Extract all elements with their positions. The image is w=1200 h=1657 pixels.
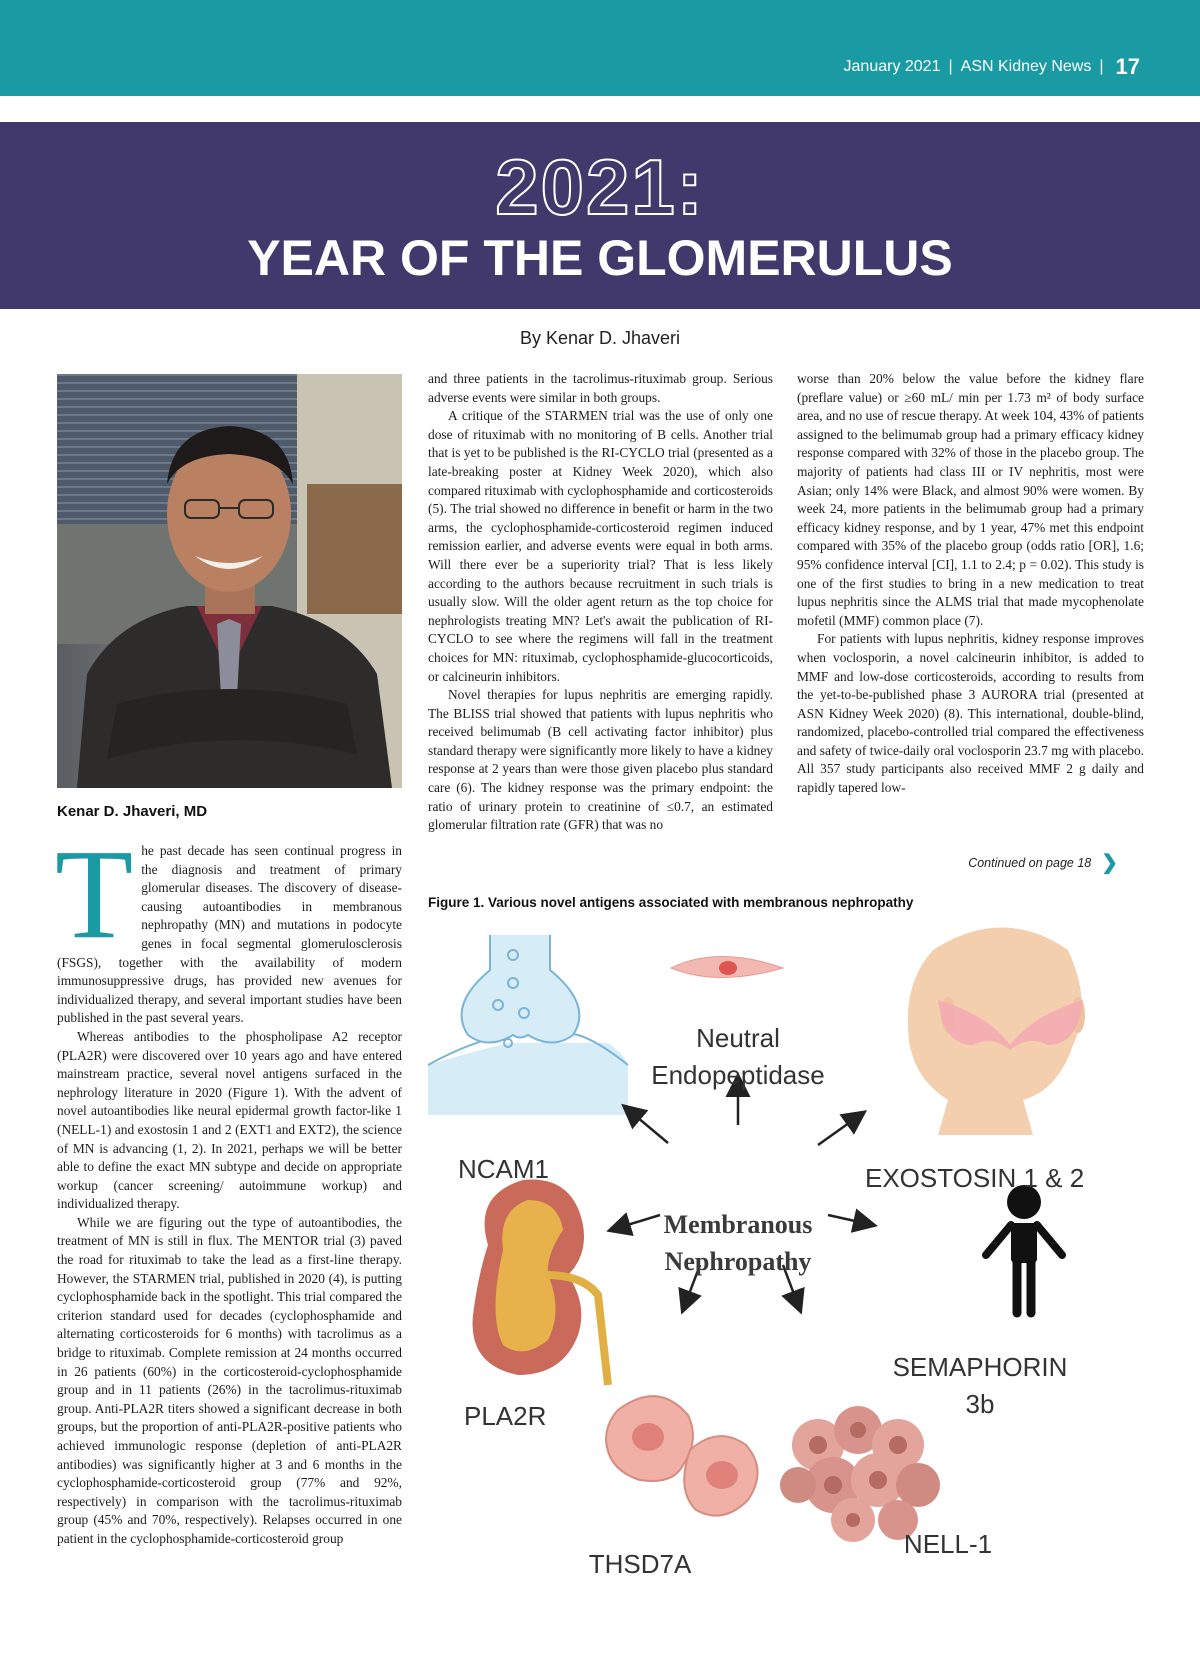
label-endopeptidase: Endopeptidase xyxy=(651,1060,825,1090)
center-label-nephropathy: Nephropathy xyxy=(664,1247,812,1276)
dividing-cell-icon xyxy=(606,1396,758,1515)
header-band xyxy=(0,0,1200,96)
label-nell1: NELL-1 xyxy=(903,1529,993,1559)
article-column-1 xyxy=(55,823,402,1549)
page-number: 17 xyxy=(1115,54,1140,79)
label-neutral: Neutral xyxy=(696,1023,780,1053)
article-paragraph xyxy=(55,823,402,1028)
synapse-icon xyxy=(428,935,628,1115)
continued-link[interactable] xyxy=(968,850,1118,875)
kidney-icon xyxy=(473,1180,608,1385)
page-title: YEAR OF THE GLOMERULUS xyxy=(247,230,953,286)
issue-date: January 2021 xyxy=(843,58,941,75)
author-portrait-illustration xyxy=(57,374,402,788)
article-paragraph: A critique of the STARMEN trial was the use of only one dose of rituximab with no monitoring of B cells. Another trial that is yet to be published is the RI-CYCLO trial (presented as a late-breaking poster at Kidney Week 2020), which also compared rituximab with cyclophosphamide and corticosteroids (5). The trial showed no difference in benefit or harm in the two arms, the cyclophosphamide-corticosteroid regimen induced remission earlier, and adverse events were equal in both arms. Will there ever be a superiority trial? That is less likely according to the authors because recruitment in such trials is usually slow. Will the older agent return as the top choice for nephrologists treating MN? Let's await the publication of RI-CYCLO to see where the regimens will fall in the treatment choices for MN: rituximab, cyclophosphamide-glucocorticoids, or calcineurin inhibitors. xyxy=(428,408,773,684)
article-column-2 xyxy=(428,370,773,835)
tumor-cluster-icon xyxy=(780,1406,940,1542)
label-exostosin: EXOSTOSIN 1 & 2 xyxy=(865,1163,1085,1193)
paragraph-text: he past decade has seen continual progress in the diagnosis and treatment of primary glomerular diseases. The discovery of disease-causing autoantibodies in membranous nephropathy (MN) and mutations in podocyte genes in focal segmental glomerulosclerosis (FSGS), together with the availability of modern immunosuppressive drugs, has provided new avenues for individualized therapy, and several important studies have been published in the past several years. xyxy=(57,843,402,1026)
photo-caption: Kenar D. Jhaveri, MD xyxy=(57,803,208,820)
continued-text: Continued on page 18 xyxy=(968,855,1092,870)
header-separator: | xyxy=(948,58,953,75)
title-year: 2021: xyxy=(495,143,705,231)
cell-icon xyxy=(671,957,783,978)
figure-caption: Figure 1. Various novel antigens associated with membranous nephropathy xyxy=(428,895,914,910)
article-paragraph: and three patients in the tacrolimus-rituximab group. Serious adverse events were similar in both groups. xyxy=(428,371,773,405)
figure-1-diagram xyxy=(428,925,1144,1580)
title-band xyxy=(0,122,1200,309)
article-paragraph: Novel therapies for lupus nephritis are emerging rapidly. The BLISS trial showed that patients with lupus nephritis who received belimumab (B cell activating factor inhibitor) plus standard therapy were significantly more likely to have a kidney response at 2 years than were those given placebo plus standard care (6). The kidney response was the primary endpoint: the ratio of urinary protein to creatinine of ≤0.7, an estimated glomerular filtration rate (GFR) that was no xyxy=(428,687,773,833)
byline: By Kenar D. Jhaveri xyxy=(519,328,681,348)
running-header xyxy=(844,54,1140,80)
patient-head-icon xyxy=(908,928,1085,1136)
label-semaphorin: SEMAPHORIN xyxy=(892,1352,1068,1382)
chevron-right-icon: ❯ xyxy=(1101,852,1118,874)
article-paragraph: Whereas antibodies to the phospholipase A2 receptor (PLA2R) were discovered over 10 years ago and have entered mainstream practice, several novel antigens surfaced in the nephrology literature in 2020 (Figure 1). With the advent of novel autoantibodies like neural epidermal growth factor-like 1 (NELL-1) and exostosin 1 and 2 (EXT1 and EXT2), the science of MN is advancing (1, 2). In 2021, perhaps we will be better able to define the exact MN subtype and decide on appropriate workup (cancer screening/ autoimmune workup) and individualized therapy. xyxy=(57,1028,402,1212)
article-paragraph: For patients with lupus nephritis, kidney response improves when voclosporin, a novel calcineurin inhibitor, is added to MMF and low-dose corticosteroids, according to results from the yet-to-be-published phase 3 AURORA trial (presented at ASN Kidney Week 2020) (8). This international, double-blind, randomized, placebo-controlled trial compared the effectiveness and safety of twice-daily oral voclosporin 23.7 mg with placebo. All 357 study participants also received MMF 2 g daily and rapidly tapered low- xyxy=(797,631,1144,796)
author-photo xyxy=(57,374,402,788)
label-pla2r: PLA2R xyxy=(464,1401,547,1431)
publication-name: ASN Kidney News xyxy=(960,58,1092,75)
article-paragraph: While we are figuring out the type of autoantibodies, the treatment of MN is still in flux. The MENTOR trial (3) paved the road for rituximab to take the lead as a first-line therapy. However, the STARMEN trial, published in 2020 (4), is putting cyclophosphamide back in the spotlight. This trial compared the criterion standard used for decades (cyclophosphamide and alternating corticosteroids for 6 months) with tacrolimus as a bridge to rituximab. Complete remission at 24 months occurred in 26 patients (60%) in the corticosteroid-cyclophosphamide group and in 11 patients (26%) in the tacrolimus-rituximab group. Anti-PLA2R titers showed a significant decrease in both groups, but the proportion of anti-PLA2R-positive patients who achieved immunologic response (depletion of anti-PLA2R antibodies) was significantly higher at 3 and 6 months in the cyclophosphamide-corticosteroid group (77% and 92%, respectively) in comparison with the tacrolimus-rituximab group (45% and 70%, respectively). Relapses occurred in one patient in the cyclophosphamide-corticosteroid group xyxy=(57,1214,402,1546)
label-thsd7a: THSD7A xyxy=(588,1549,692,1579)
center-label-membranous: Membranous xyxy=(663,1210,813,1239)
antigen-diagram xyxy=(428,925,1144,1580)
article-paragraph: worse than 20% below the value before the kidney flare (preflare value) or ≥60 mL/ min per 1.73 m² of body surface area, and no use of rescue therapy. At week 104, 43% of patients assigned to the belimumab group had a primary efficacy kidney response compared with 32% of those in the placebo group. The majority of patients had class III or IV nephritis, most were Asian; only 14% were Black, and almost 90% were women. By week 24, more patients in the belimumab group had a primary efficacy kidney response, and by 1 year, 47% met this endpoint compared with 35% of the placebo group (odds ratio [OR], 1.6; 95% confidence interval [CI], 1.1 to 2.4; p = 0.02). This study is one of the first studies to bring in a new medication to treat lupus nephritis since the ALMS trial that made mycophenolate mofetil (MMF) common place (7). xyxy=(797,371,1144,628)
article-column-3 xyxy=(797,370,1144,798)
person-icon xyxy=(986,1185,1062,1313)
label-ncam1: NCAM1 xyxy=(458,1154,550,1184)
drop-cap: T xyxy=(55,823,134,965)
header-separator-2: | xyxy=(1099,58,1104,75)
label-semaphorin-3b: 3b xyxy=(965,1389,995,1419)
